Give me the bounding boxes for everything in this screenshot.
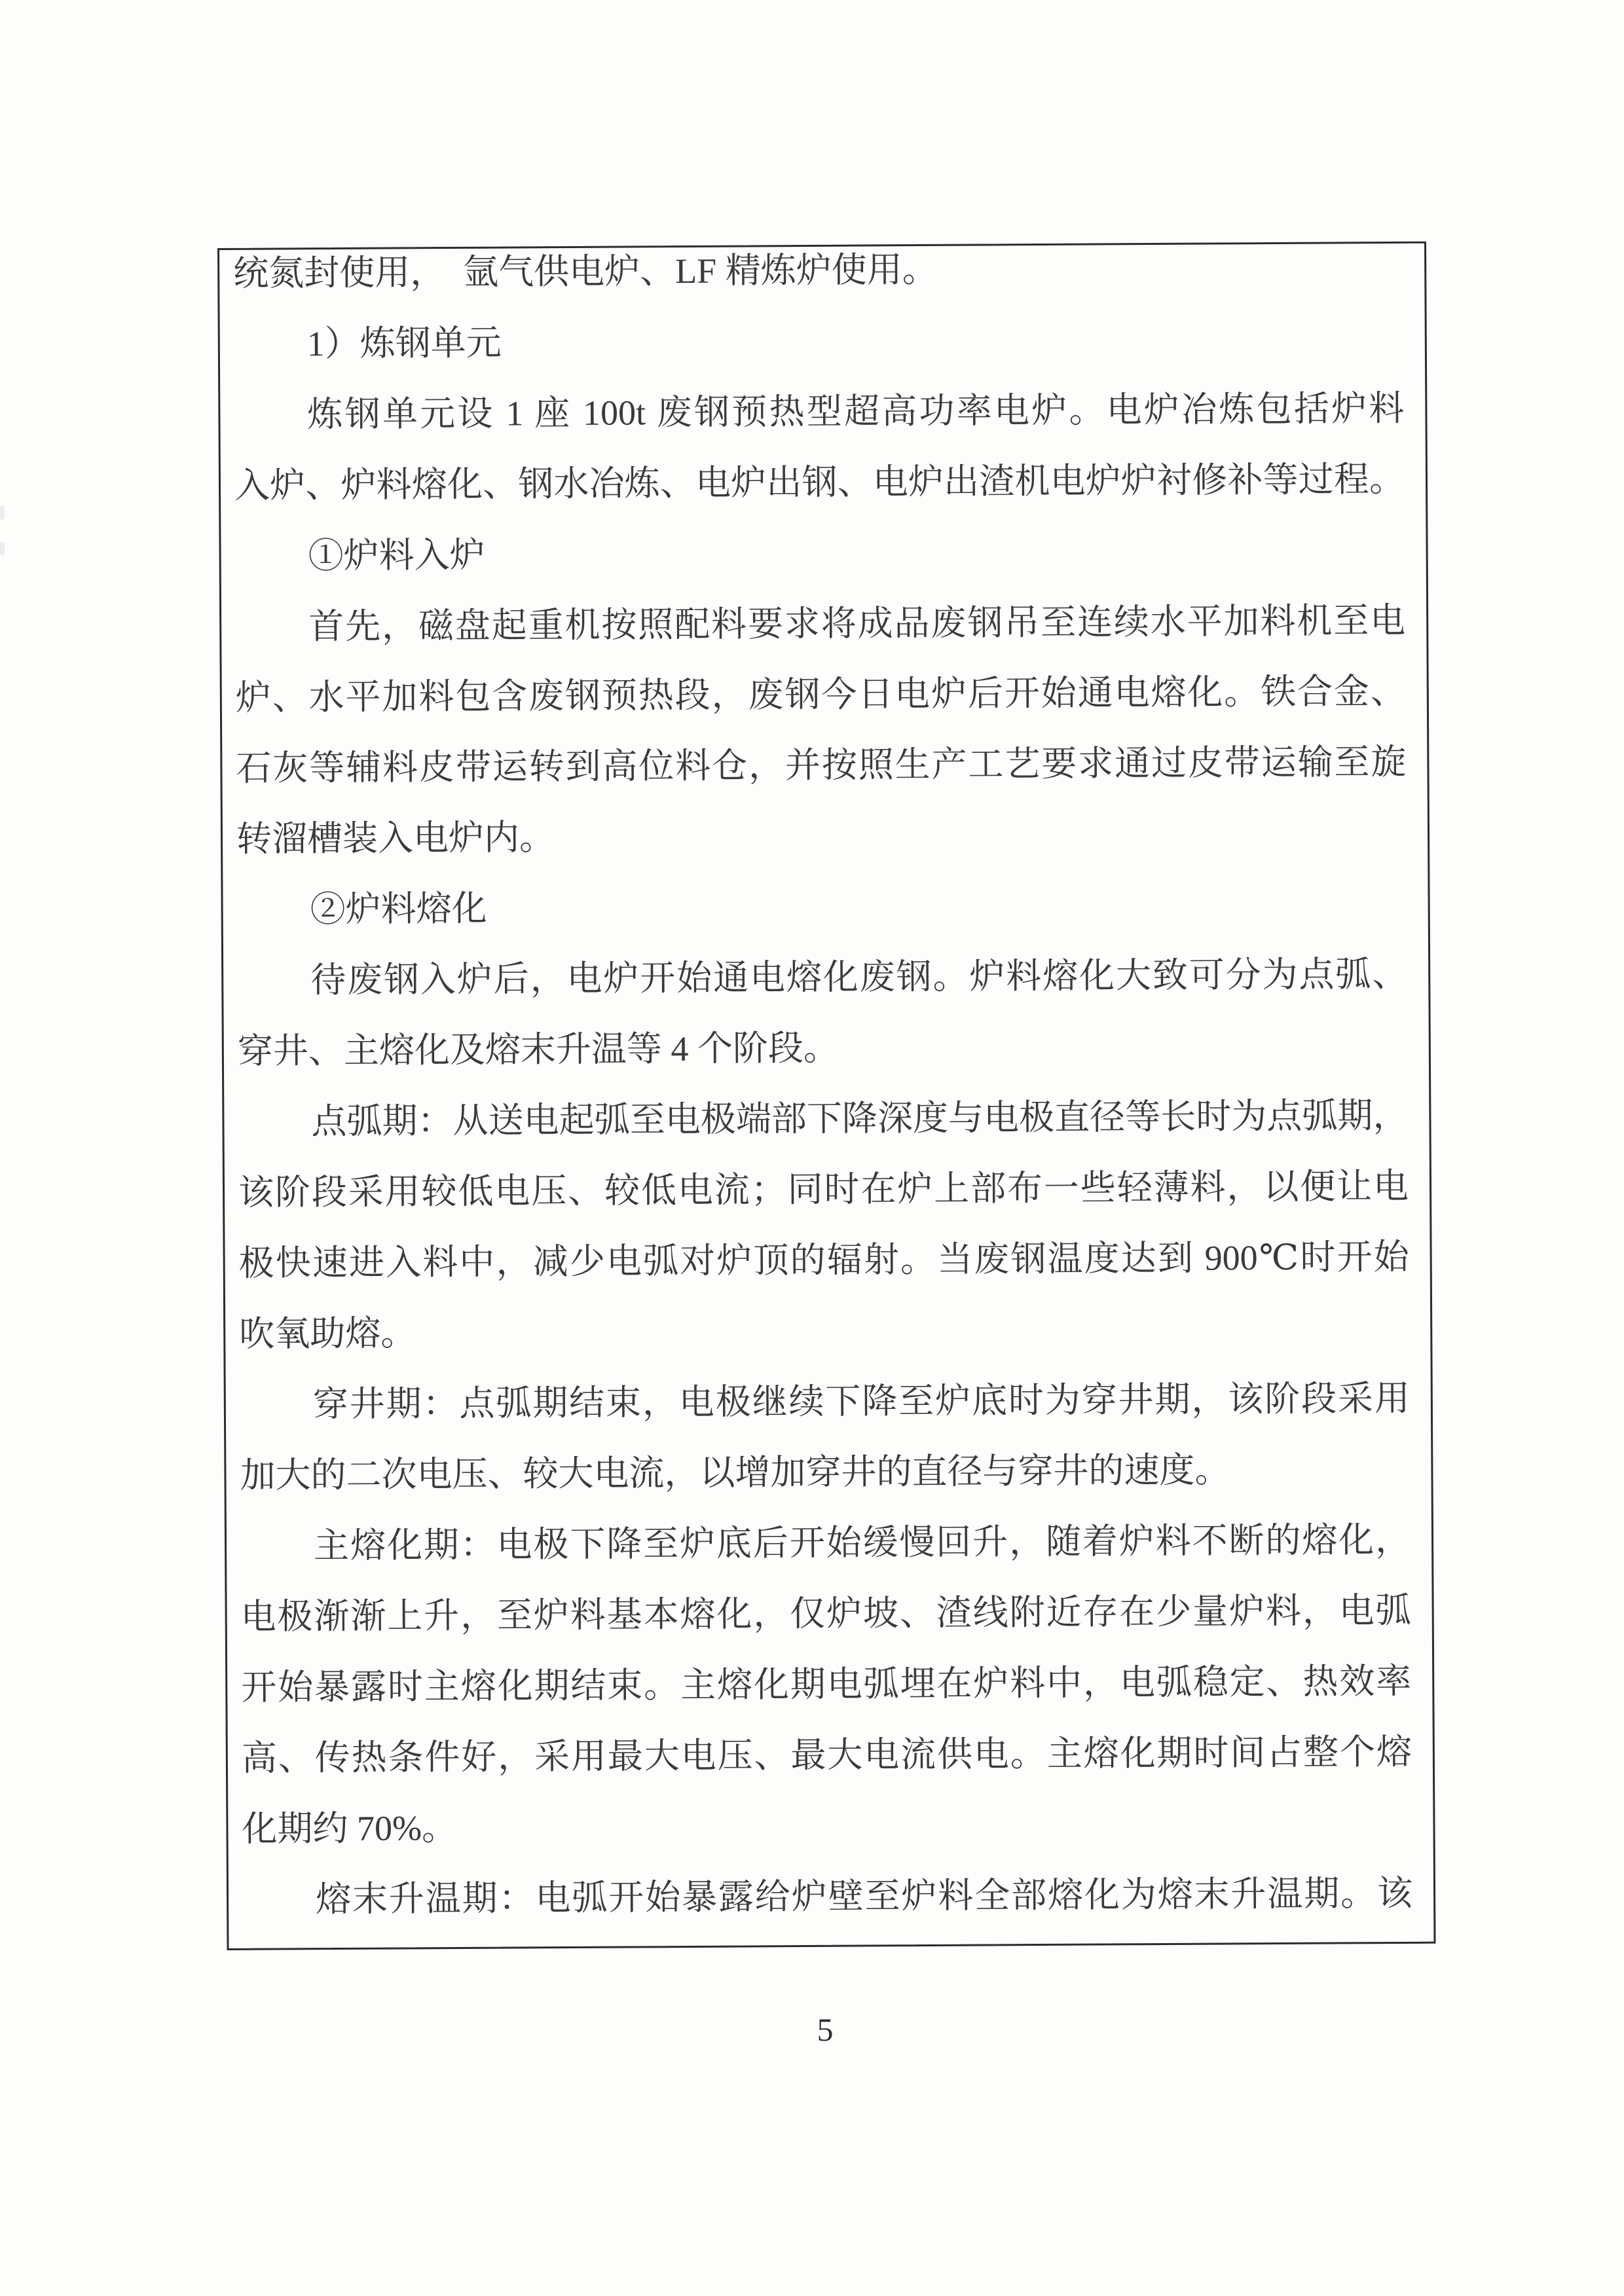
- text-line: 主熔化期：电极下降至炉底后开始缓慢回升，随着炉料不断的熔化，: [313, 1520, 1411, 1566]
- text-line: 化期约 70%。: [242, 1808, 458, 1849]
- text-line: 待废钢入炉后，电炉开始通电熔化废钢。炉料熔化大致可分为点弧、: [310, 954, 1408, 1000]
- text-line: 入炉、炉料熔化、钢水冶炼、电炉出钢、电炉出渣机电炉炉衬修补等过程。: [234, 459, 1405, 505]
- text-line: 首先，磁盘起重机按照配料要求将成品废钢吊至连续水平加料机至电: [308, 600, 1406, 647]
- text-line: 开始暴露时主熔化期结束。主熔化期电弧埋在炉料中，电弧稳定、热效率: [241, 1661, 1412, 1707]
- text-line: 统氮封使用， 氩气供电炉、LF 精炼炉使用。: [233, 249, 938, 293]
- text-line: 高、传热条件好，采用最大电压、最大电流供电。主熔化期时间占整个熔: [241, 1732, 1412, 1778]
- text-line: 转溜槽装入电炉内。: [236, 818, 555, 859]
- text-line: 极快速进入料中，减少电弧对炉顶的辐射。当废钢温度达到 900℃时开始: [238, 1237, 1409, 1283]
- text-line: 石灰等辅料皮带运转到高位料仓，并按照生产工艺要求通过皮带运输至旋: [236, 742, 1407, 788]
- text-line: 1）炼钢单元: [306, 323, 502, 364]
- text-block: [233, 232, 1412, 1935]
- text-line: 该阶段采用较低电压、较低电流；同时在炉上部布一些轻薄料，以便让电: [238, 1166, 1409, 1212]
- text-line: 穿井、主熔化及熔末升温等 4 个阶段。: [237, 1028, 840, 1071]
- text-line: 穿井期：点弧期结束，电极继续下降至炉底时为穿井期，该阶段采用: [312, 1378, 1411, 1425]
- text-line: 炼钢单元设 1 座 100t 废钢预热型超高功率电炉。电炉冶炼包括炉料: [307, 388, 1405, 435]
- text-line: 点弧期：从送电起弧至电极端部下降深度与电极直径等长时为点弧期，: [311, 1095, 1409, 1142]
- text-line: 炉、水平加料包含废钢预热段，废钢今日电炉后开始通电熔化。铁合金、: [235, 671, 1406, 718]
- text-line: 电极渐渐上升，至炉料基本熔化，仅炉坡、渣线附近存在少量炉料，电弧: [240, 1590, 1411, 1637]
- scan-artifact-mark: [0, 505, 5, 520]
- text-line: 熔末升温期：电弧开始暴露给炉壁至炉料全部熔化为熔末升温期。该: [315, 1873, 1413, 1920]
- text-line: ②炉料熔化: [310, 888, 487, 930]
- content-border-box: [217, 242, 1435, 1950]
- text-line: ①炉料入炉: [308, 535, 485, 576]
- scan-artifact-mark: [0, 542, 5, 555]
- text-line: 加大的二次电压、较大电流，以增加穿井的直径与穿井的速度。: [240, 1450, 1230, 1495]
- page-number: 5: [817, 2011, 834, 2048]
- text-line: 吹氧助熔。: [239, 1313, 416, 1354]
